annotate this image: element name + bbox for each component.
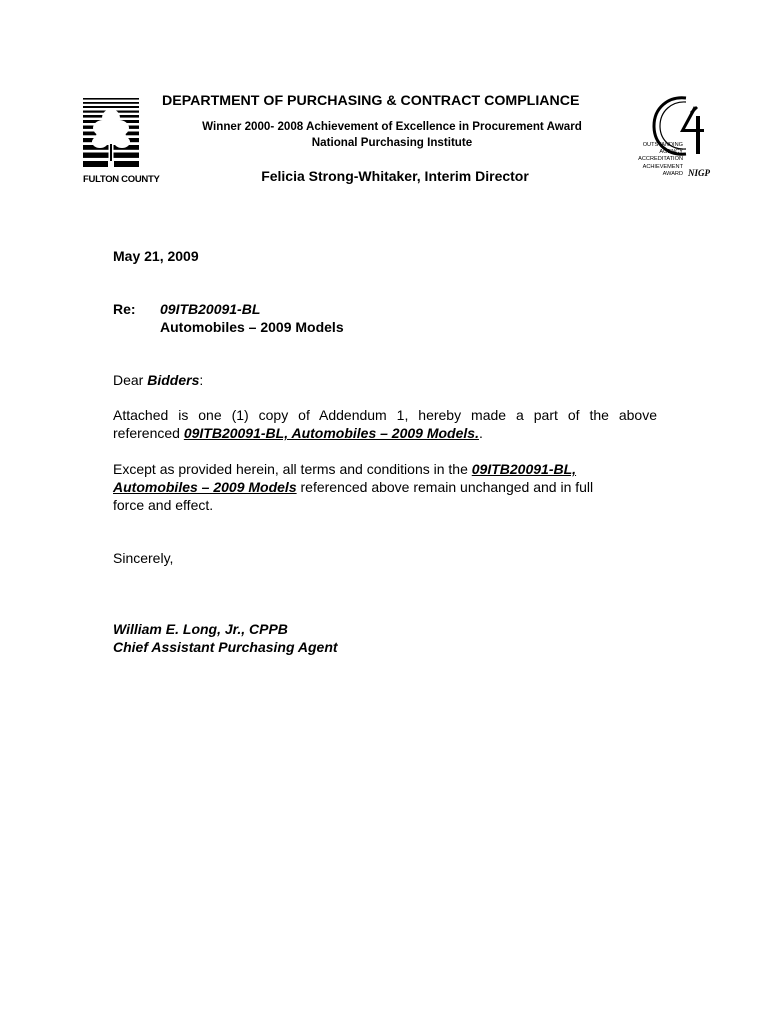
- nigp-label: NIGP: [688, 168, 710, 178]
- para2-mid: referenced above remain unchanged and in full: [296, 479, 594, 495]
- re-label: Re:: [113, 301, 136, 317]
- award-line-1: Winner 2000- 2008 Achievement of Excellence in Procurement Award: [202, 120, 582, 133]
- para1-suffix: .: [478, 425, 483, 441]
- oaa-award-logo: [624, 92, 716, 184]
- paragraph-2-line-1: [113, 460, 657, 478]
- department-title: DEPARTMENT OF PURCHASING & CONTRACT COMPLIANCE: [162, 93, 580, 109]
- award-text-line: AWARD: [662, 170, 683, 177]
- fulton-county-logo: [83, 98, 160, 188]
- greeting-suffix: :: [199, 372, 204, 388]
- paragraph-1-line-2: [113, 424, 657, 442]
- signer-title: Chief Assistant Purchasing Agent: [113, 639, 338, 655]
- award-text-line: ACCREDITATION: [638, 156, 683, 163]
- paragraph-2-line-2: [113, 478, 657, 496]
- signer-name: William E. Long, Jr., CPPB: [113, 621, 288, 637]
- closing: Sincerely,: [113, 550, 174, 566]
- greeting: [113, 371, 203, 389]
- award-text: [638, 142, 683, 178]
- greeting-prefix: Dear: [113, 372, 148, 388]
- fulton-county-label: FULTON COUNTY: [83, 174, 160, 185]
- para2-reference-2: Automobiles – 2009 Models: [113, 479, 297, 495]
- para1-reference: 09ITB20091-BL, Automobiles – 2009 Models.: [183, 425, 479, 441]
- para1-prefix: referenced: [113, 425, 184, 441]
- paragraph-1-line-1: Attached is one (1) copy of Addendum 1, hereby made a part of the above: [113, 407, 657, 423]
- paragraph-1: [113, 406, 657, 442]
- award-text-line: AGENCY: [659, 149, 683, 156]
- letter-date: May 21, 2009: [113, 248, 199, 264]
- paragraph-2: [113, 460, 657, 514]
- award-text-line: OUTSTANDING: [642, 142, 683, 148]
- award-line-2: National Purchasing Institute: [311, 136, 473, 149]
- re-number: 09ITB20091-BL: [160, 301, 261, 317]
- greeting-name: Bidders: [147, 372, 200, 388]
- fulton-county-tree-icon: [83, 98, 139, 172]
- director-name: Felicia Strong-Whitaker, Interim Director: [261, 168, 529, 184]
- award-text-line: ACHIEVEMENT: [642, 163, 683, 170]
- para2-prefix: Except as provided herein, all terms and conditions in the: [113, 461, 472, 477]
- paragraph-2-line-3: force and effect.: [113, 497, 214, 513]
- para2-reference-1: 09ITB20091-BL,: [471, 461, 577, 477]
- re-description: Automobiles – 2009 Models: [160, 319, 344, 335]
